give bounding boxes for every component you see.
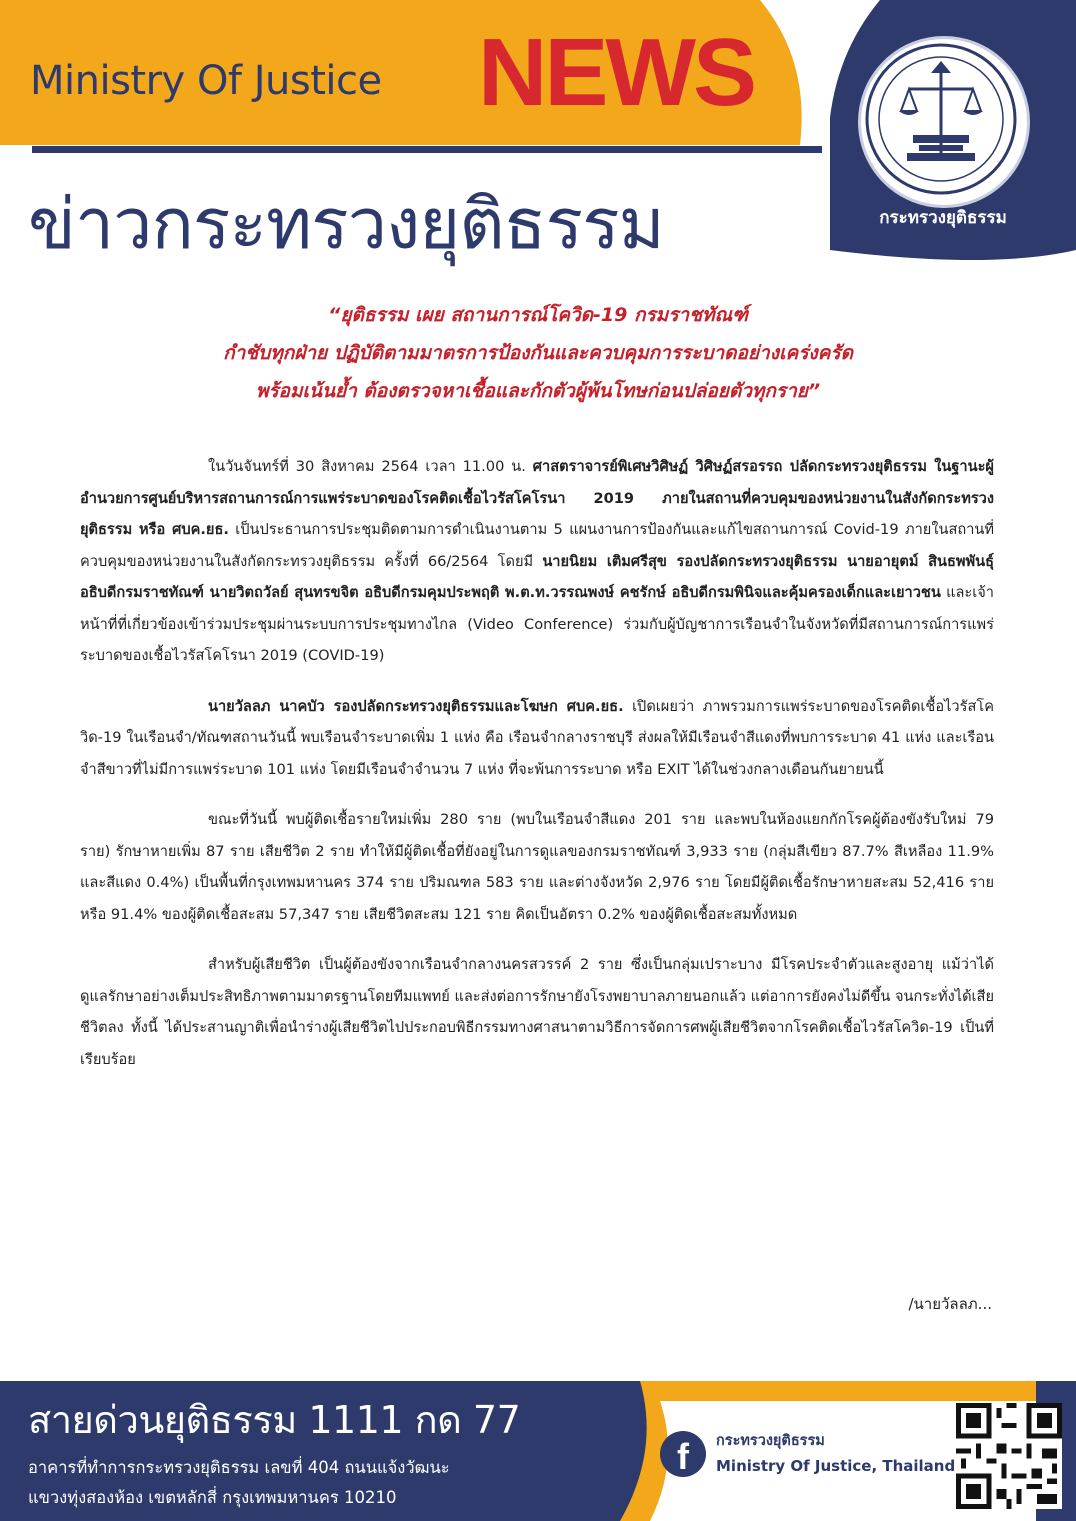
paragraph-2: [80, 691, 994, 786]
headline: [60, 296, 1016, 410]
p1-text-c: เป็นประธานการประชุมติดตามการดำเนินงานตาม 5 แผนงานการป้องกันและแก้ไขสถานการณ์ Covid-19 ภายในสถานที่ควบคุมของหน่วยงานในสังกัดกระทรวงยุติธรรม ครั้งที่ 66/2564 โดยมี: [80, 521, 994, 570]
article-body: [80, 451, 994, 1094]
address-line-2: แขวงทุ่งสองห้อง เขตหลักสี่ กรุงเทพมหานคร 10210: [28, 1488, 397, 1507]
brand-title-th: ข่าวกระทรวงยุติธรรม: [28, 183, 664, 265]
brand-news-wordmark: NEWS: [478, 19, 754, 126]
headline-line-3: พร้อมเน้นย้ำ ต้องตรวจหาเชื้อและกักตัวผู้พ้นโทษก่อนปล่อยตัวทุกราย”: [255, 380, 821, 402]
paragraph-1: [80, 451, 994, 672]
paragraph-3: ขณะที่วันนี้ พบผู้ติดเชื้อรายใหม่เพิ่ม 280 ราย (พบในเรือนจำสีแดง 201 ราย และพบในห้องแยกกักโรคผู้ต้องขังรับใหม่ 79 ราย) รักษาหายเพิ่ม 87 ราย เสียชีวิต 2 ราย ทำให้มีผู้ติดเชื้อที่ยังอยู่ในการดูแลของกรมราชทัณฑ์ 3,933 ราย (กลุ่มสีเขียว 87.7% สีเหลือง 11.9% และสีแดง 0.4%) เป็นพื้นที่กรุงเทพมหานคร 374 ราย ปริมณฑล 583 ราย และต่างจังหวัด 2,976 ราย โดยมีผู้ติดเชื้อรักษาหายสะสม 52,416 ราย หรือ 91.4% ของผู้ติดเชื้อสะสม 57,347 ราย เสียชีวิตสะสม 121 ราย คิดเป็นอัตรา 0.2% ของผู้ติดเชื้อสะสมทั้งหมด: [80, 811, 994, 923]
p1-text-a: ในวันจันทร์ที่ 30 สิงหาคม 2564 เวลา 11.00 น.: [208, 458, 533, 475]
page-footer: [0, 1381, 1076, 1521]
seal-caption: กระทรวงยุติธรรม: [879, 208, 1007, 228]
page-header: [0, 0, 1076, 290]
continuation-signature: /นายวัลลภ...: [908, 1295, 992, 1313]
headline-line-1: “ยุติธรรม เผย สถานการณ์โควิด-19 กรมราชทัณฑ์: [328, 304, 748, 326]
header-divider: [32, 146, 822, 153]
facebook-name-th: กระทรวงยุติธรรม: [716, 1433, 825, 1449]
brand-title-en: Ministry Of Justice: [30, 58, 382, 104]
headline-line-2: กำชับทุกฝ่าย ปฏิบัติตามมาตรการป้องกันและควบคุมการระบาดอย่างเคร่งครัด: [223, 342, 853, 364]
p2-text-b: เปิดเผยว่า ภาพรวมการแพร่ระบาดของโรคติดเชื้อไวรัสโควิด-19 ในเรือนจำ/ทัณฑสถานวันนี้ พบเรือนจำระบาดเพิ่ม 1 แห่ง คือ เรือนจำกลางราชบุรี ส่งผลให้มีเรือนจำสีแดงที่พบการระบาด 41 แห่ง และเรือนจำสีขาวที่ไม่มีการแพร่ระบาด 101 แห่ง โดยมีเรือนจำจำนวน 7 แห่ง ที่จะพ้นการระบาด หรือ EXIT ได้ในช่วงกลางเดือนกันยายนนี้: [80, 697, 994, 778]
p1-text-e: และเจ้าหน้าที่ที่เกี่ยวข้องเข้าร่วมประชุมผ่านระบบการประชุมทางไกล (Video Conference) ร่วมกับผู้บัญชาการเรือนจำในจังหวัดที่มีสถานการณ์การแพร่ระบาดของเชื้อไวรัสโคโรนา 2019 (COVID-19): [80, 584, 995, 664]
facebook-icon[interactable]: f: [660, 1431, 706, 1477]
qr-code-icon[interactable]: [956, 1403, 1062, 1509]
ministry-seal-icon: [858, 36, 1030, 208]
address-line-1: อาคารที่ทำการกระทรวงยุติธรรม เลขที่ 404 ถนนแจ้งวัฒนะ: [28, 1458, 450, 1477]
paragraph-4: สำหรับผู้เสียชีวิต เป็นผู้ต้องขังจากเรือนจำกลางนครสวรรค์ 2 ราย ซึ่งเป็นกลุ่มเปราะบาง มีโรคประจำตัวและสูงอายุ แม้ว่าได้ดูแลรักษาอย่างเต็มประสิทธิภาพตามมาตรฐานโดยทีมแพทย์ และส่งต่อการรักษายังโรงพยาบาลภายนอกแล้ว แต่อาการยังคงไม่ดีขึ้น จนกระทั่งได้เสียชีวิตลง ทั้งนี้ ได้ประสานญาติเพื่อนำร่างผู้เสียชีวิตไปประกอบพิธีกรรมทางศาสนาตามวิธีการจัดการศพผู้เสียชีวิตจากโรคติดเชื้อไวรัสโควิด-19 เป็นที่เรียบร้อย: [80, 956, 994, 1068]
p1-text-b: ศาสตราจารย์พิเศษวิศิษฏ์ วิศิษฏ์สรอรรถ ปลัดกระทรวงยุติธรรม ในฐานะผู้อำนวยการศูนย์บริหารสถานการณ์การแพร่ระบาดของโรคติดเชื้อไวรัสโคโรนา 2019 ภายในสถานที่ควบคุมของหน่วยงานในสังกัดกระทรวงยุติธรรม หรือ ศบค.ยธ.: [80, 458, 994, 538]
hotline-text: สายด่วนยุติธรรม 1111 กด 77: [28, 1398, 521, 1442]
p2-text-a: นายวัลลภ นาคบัว รองปลัดกระทรวงยุติธรรมและโฆษก ศบค.ยธ.: [208, 697, 624, 715]
facebook-name-en: Ministry Of Justice, Thailand: [716, 1457, 956, 1475]
p1-text-d: นายนิยม เติมศรีสุข รองปลัดกระทรวงยุติธรรม นายอายุตม์ สินธพพันธุ์ อธิบดีกรมราชทัณฑ์ นายวิตถวัลย์ สุนทรขจิต อธิบดีกรมคุมประพฤติ พ.ต.ท.วรรณพงษ์ คชรักษ์ อธิบดีกรมพินิจและคุ้มครองเด็กและเยาวชน: [80, 552, 994, 601]
